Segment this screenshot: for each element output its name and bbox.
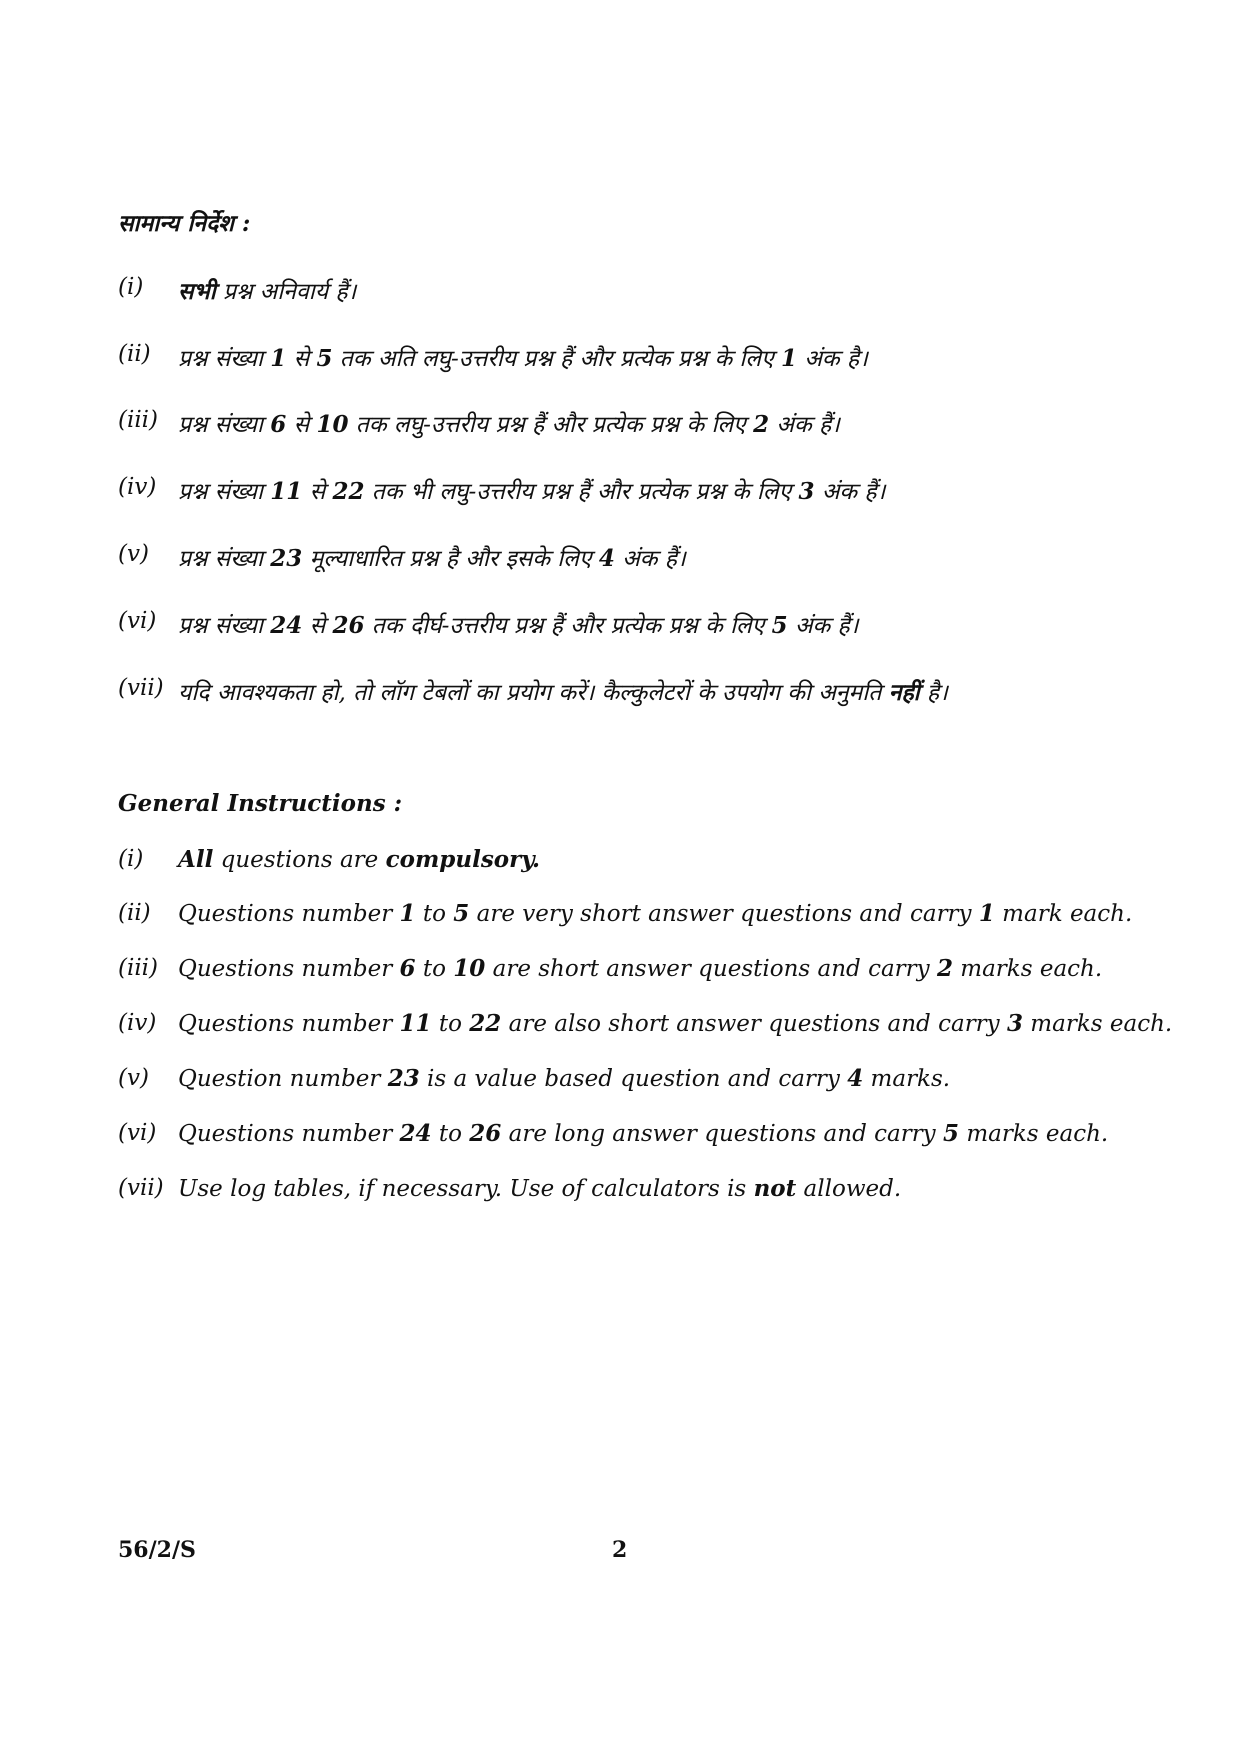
text-run: प्रश्न संख्या bbox=[178, 613, 271, 639]
instruction-text bbox=[178, 474, 885, 506]
text-run: से bbox=[286, 412, 317, 438]
instruction-text bbox=[178, 541, 686, 573]
text-run: Questions number bbox=[178, 901, 400, 927]
instruction-number: (iv) bbox=[118, 474, 157, 500]
emphasis-text: All bbox=[178, 846, 214, 873]
text-run: mark each. bbox=[994, 901, 1133, 927]
emphasis-text: 2 bbox=[936, 955, 953, 982]
text-run: are also short answer questions and carry bbox=[501, 1011, 1007, 1037]
emphasis-text: not bbox=[753, 1175, 797, 1202]
emphasis-text: 26 bbox=[332, 612, 365, 639]
text-run: अंक हैं। bbox=[614, 546, 686, 572]
emphasis-text: 1 bbox=[781, 345, 798, 372]
instruction-text bbox=[178, 1120, 1108, 1147]
instruction-number: (vii) bbox=[118, 675, 164, 701]
emphasis-text: 6 bbox=[270, 411, 287, 438]
text-run: तक दीर्घ-उत्तरीय प्रश्न हैं और प्रत्येक प्रश्न के लिए bbox=[364, 613, 772, 639]
text-run: तक भी लघु-उत्तरीय प्रश्न हैं और प्रत्येक प्रश्न के लिए bbox=[364, 479, 799, 505]
text-run: से bbox=[302, 479, 333, 505]
text-run: से bbox=[302, 613, 333, 639]
emphasis-text: 5 bbox=[771, 612, 788, 639]
emphasis-text: 3 bbox=[1006, 1010, 1023, 1037]
emphasis-text: 4 bbox=[847, 1065, 864, 1092]
emphasis-text: 22 bbox=[469, 1010, 502, 1037]
text-run: है। bbox=[919, 680, 948, 706]
emphasis-text: 5 bbox=[453, 900, 470, 927]
emphasis-text: 5 bbox=[943, 1120, 960, 1147]
text-run: to bbox=[431, 1121, 470, 1147]
text-run: अंक हैं। bbox=[769, 412, 840, 438]
emphasis-text: 11 bbox=[399, 1010, 432, 1037]
emphasis-text: 23 bbox=[270, 545, 303, 572]
text-run: marks each. bbox=[952, 956, 1103, 982]
emphasis-text: 24 bbox=[270, 612, 303, 639]
emphasis-text: नहीं bbox=[888, 679, 920, 706]
instruction-number: (vi) bbox=[118, 608, 157, 634]
text-run: marks each. bbox=[959, 1121, 1109, 1147]
text-run: प्रश्न अनिवार्य हैं। bbox=[215, 279, 357, 305]
text-run: से bbox=[286, 346, 317, 372]
instruction-text bbox=[178, 274, 356, 306]
text-run: are very short answer questions and carry bbox=[469, 901, 979, 927]
emphasis-text: 10 bbox=[453, 955, 486, 982]
emphasis-text: 3 bbox=[798, 478, 815, 505]
text-run: अंक हैं। bbox=[814, 479, 886, 505]
instruction-text bbox=[178, 675, 948, 707]
hindi-instructions-heading: सामान्य निर्देश : bbox=[118, 210, 251, 237]
text-run: to bbox=[415, 901, 454, 927]
instruction-text bbox=[178, 1010, 1172, 1037]
text-run: तक लघु-उत्तरीय प्रश्न हैं और प्रत्येक प्रश्न के लिए bbox=[348, 412, 754, 438]
text-run: प्रश्न संख्या bbox=[178, 546, 271, 572]
text-run: तक अति लघु-उत्तरीय प्रश्न हैं और प्रत्येक प्रश्न के लिए bbox=[332, 346, 782, 372]
text-run: is a value based question and carry bbox=[419, 1066, 848, 1092]
emphasis-text: 22 bbox=[332, 478, 365, 505]
instruction-number: (v) bbox=[118, 541, 149, 567]
paper-code: 56/2/S bbox=[118, 1537, 196, 1563]
text-run: to bbox=[415, 956, 454, 982]
page-number: 2 bbox=[612, 1537, 628, 1563]
text-run: Questions number bbox=[178, 1011, 400, 1037]
text-run: allowed. bbox=[796, 1176, 902, 1202]
instruction-number: (v) bbox=[118, 1065, 149, 1091]
text-run: Question number bbox=[178, 1066, 388, 1092]
instruction-text bbox=[178, 900, 1132, 927]
instruction-text bbox=[178, 1175, 901, 1202]
emphasis-text: 1 bbox=[270, 345, 287, 372]
instruction-text bbox=[178, 341, 868, 373]
emphasis-text: 1 bbox=[978, 900, 995, 927]
emphasis-text: compulsory. bbox=[385, 846, 540, 873]
emphasis-text: 1 bbox=[399, 900, 416, 927]
instruction-number: (i) bbox=[118, 846, 144, 872]
emphasis-text: 11 bbox=[270, 478, 303, 505]
text-run: Questions number bbox=[178, 956, 400, 982]
text-run: are long answer questions and carry bbox=[501, 1121, 943, 1147]
text-run: are short answer questions and carry bbox=[485, 956, 937, 982]
instruction-number: (vii) bbox=[118, 1175, 164, 1201]
text-run: प्रश्न संख्या bbox=[178, 479, 271, 505]
instruction-number: (ii) bbox=[118, 900, 151, 926]
text-run: प्रश्न संख्या bbox=[178, 346, 271, 372]
text-run: Use log tables, if necessary. Use of calculators is bbox=[178, 1176, 754, 1202]
instruction-text bbox=[178, 608, 858, 640]
emphasis-text: 10 bbox=[316, 411, 349, 438]
emphasis-text: 6 bbox=[399, 955, 416, 982]
instruction-number: (iv) bbox=[118, 1010, 157, 1036]
instruction-number: (iii) bbox=[118, 407, 159, 433]
text-run: अंक हैं। bbox=[787, 613, 859, 639]
text-run: मूल्याधारित प्रश्न है और इसके लिए bbox=[302, 546, 599, 572]
instruction-text bbox=[178, 955, 1102, 982]
emphasis-text: 5 bbox=[316, 345, 333, 372]
instruction-number: (vi) bbox=[118, 1120, 157, 1146]
text-run: marks. bbox=[863, 1066, 951, 1092]
english-instructions-heading: General Instructions : bbox=[118, 790, 403, 817]
text-run: अंक है। bbox=[797, 346, 868, 372]
emphasis-text: 23 bbox=[387, 1065, 420, 1092]
text-run: to bbox=[431, 1011, 470, 1037]
instruction-number: (i) bbox=[118, 274, 144, 300]
text-run: Questions number bbox=[178, 1121, 400, 1147]
emphasis-text: 24 bbox=[399, 1120, 432, 1147]
instruction-text bbox=[178, 407, 840, 439]
instruction-number: (iii) bbox=[118, 955, 159, 981]
instruction-text bbox=[178, 846, 540, 873]
emphasis-text: 26 bbox=[469, 1120, 502, 1147]
text-run: marks each. bbox=[1023, 1011, 1173, 1037]
text-run: यदि आवश्यकता हो, तो लॉग टेबलों का प्रयोग करें। कैल्कुलेटरों के उपयोग की अनुमति bbox=[178, 680, 889, 706]
emphasis-text: सभी bbox=[178, 278, 216, 305]
emphasis-text: 2 bbox=[753, 411, 770, 438]
instruction-number: (ii) bbox=[118, 341, 151, 367]
text-run: questions are bbox=[213, 847, 386, 873]
instruction-text bbox=[178, 1065, 950, 1092]
text-run: प्रश्न संख्या bbox=[178, 412, 271, 438]
emphasis-text: 4 bbox=[598, 545, 615, 572]
